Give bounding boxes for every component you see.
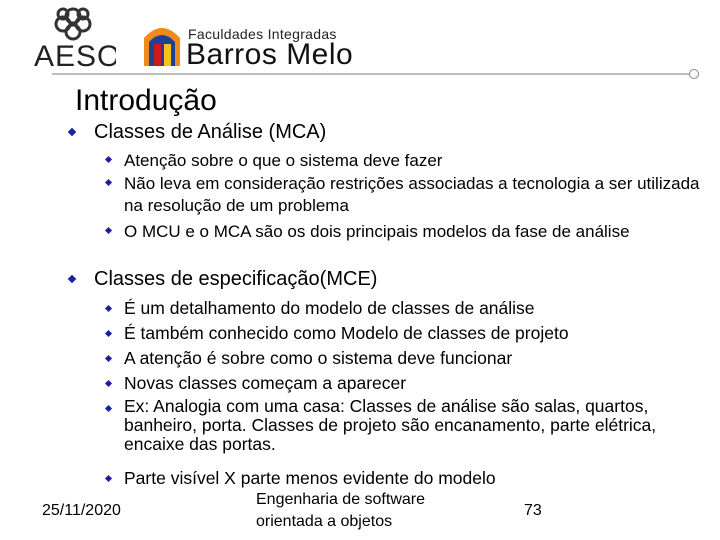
bullet-icon <box>105 330 112 337</box>
logo-name: Barros Melo <box>186 38 354 71</box>
list-item: Atenção sobre o que o sistema deve fazer <box>124 151 443 170</box>
bullet-icon <box>105 179 112 186</box>
list-item: Novas classes começam a aparecer <box>124 373 407 393</box>
logo-subtitle: Faculdades Integradas <box>188 26 337 42</box>
slide-title: Introdução <box>75 84 217 117</box>
bullet-icon <box>105 156 112 163</box>
bullet-icon <box>68 128 76 136</box>
list-item: É também conhecido como Modelo de classes de projeto <box>124 323 569 343</box>
section-heading-mce: Classes de especificação(MCE) <box>94 268 378 290</box>
list-item: A atenção é sobre como o sistema deve funcionar <box>124 348 513 368</box>
section-heading-mca: Classes de Análise (MCA) <box>94 121 327 143</box>
faculty-building-icon <box>140 22 184 68</box>
list-item: Parte visível X parte menos evidente do modelo <box>124 468 496 488</box>
list-item: É um detalhamento do modelo de classes de análise <box>124 298 535 318</box>
footer-course-title: Engenharia de software orientada a objetos <box>256 491 425 530</box>
header-divider <box>52 73 694 75</box>
bullet-icon <box>105 227 112 234</box>
aeso-logo <box>30 6 116 70</box>
bullet-icon <box>105 380 112 387</box>
list-item: O MCU e o MCA são os dois principais modelos da fase de análise <box>124 222 630 241</box>
divider-end-dot <box>689 69 699 79</box>
aeso-logo-text: AESO <box>34 40 116 70</box>
bullet-icon <box>105 405 112 412</box>
aeso-emblem-icon <box>30 6 116 70</box>
bullet-icon <box>105 475 112 482</box>
bullet-icon <box>68 275 76 283</box>
bullet-icon <box>105 355 112 362</box>
list-item: Ex: Analogia com uma casa: Classes de análise são salas, quartos, banheiro, porta. Classes de projeto são encanamento, parte elétrica, encaixe das portas. <box>124 396 657 454</box>
barros-melo-logo <box>140 22 380 72</box>
list-item: Não leva em consideração restrições associadas a tecnologia a ser utilizada na resolução de um problema <box>124 174 700 215</box>
page-number: 73 <box>524 502 542 519</box>
footer-date: 25/11/2020 <box>42 502 121 519</box>
bullet-icon <box>105 305 112 312</box>
